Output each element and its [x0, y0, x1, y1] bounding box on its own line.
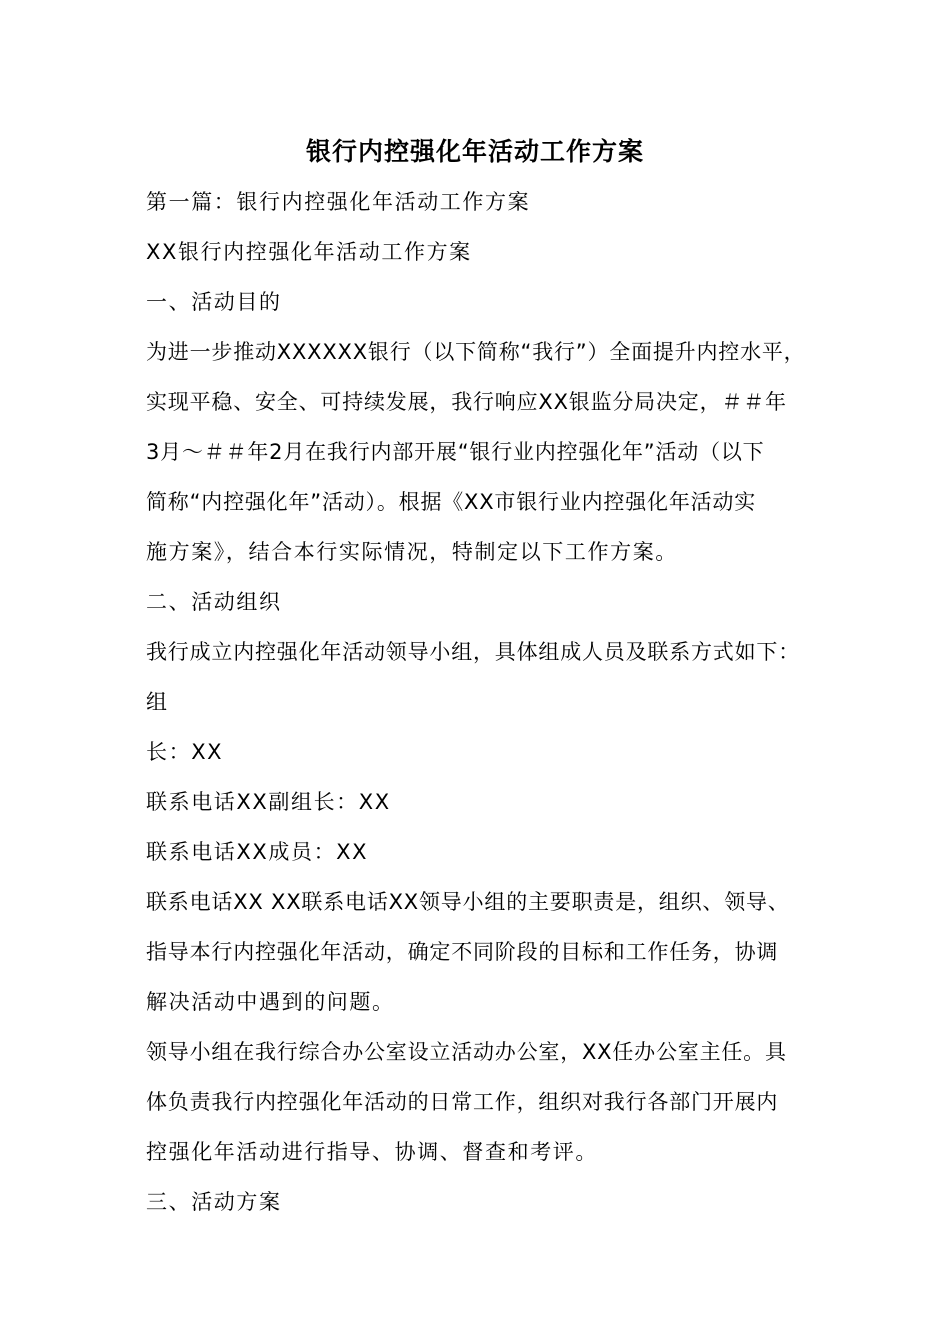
paragraph-line: 为进一步推动XXXXXX银行（以下简称“我行”）全面提升内控水平，: [146, 340, 806, 364]
paragraph-line: 联系电话XX XX联系电话XX领导小组的主要职责是，组织、领导、: [146, 890, 790, 914]
paragraph-line: 组: [146, 690, 169, 714]
paragraph-line: 体负责我行内控强化年活动的日常工作，组织对我行各部门开展内: [146, 1090, 779, 1114]
paragraph-line: 控强化年活动进行指导、协调、督查和考评。: [146, 1140, 598, 1164]
paragraph-line: 简称“内控强化年”活动）。根据《XX市银行业内控强化年活动实: [146, 490, 757, 514]
paragraph-line: 施方案》，结合本行实际情况，特制定以下工作方案。: [146, 540, 678, 564]
document-body: [146, 177, 810, 1227]
paragraph-line: 联系电话XX副组长：XX: [146, 790, 391, 814]
paragraph-line: 联系电话XX成员：XX: [146, 840, 369, 864]
paragraph-line: 解决活动中遇到的问题。: [146, 990, 395, 1014]
document-title: 银行内控强化年活动工作方案: [305, 137, 644, 166]
paragraph-line: 长：XX: [146, 740, 224, 764]
paragraph-line: 领导小组在我行综合办公室设立活动办公室，XX任办公室主任。具: [146, 1040, 787, 1064]
paragraph-line: 3月～＃＃年2月在我行内部开展“银行业内控强化年”活动（以下: [146, 440, 765, 464]
paragraph-line-subtitle: XX银行内控强化年活动工作方案: [146, 240, 472, 264]
paragraph-line: 实现平稳、安全、可持续发展，我行响应XX银监分局决定，＃＃年: [146, 390, 787, 414]
section-heading-organization: 二、活动组织: [146, 590, 282, 614]
paragraph-line-part-heading: 第一篇：银行内控强化年活动工作方案: [146, 190, 531, 214]
section-heading-purpose: 一、活动目的: [146, 290, 282, 314]
section-heading-plan: 三、活动方案: [146, 1190, 282, 1214]
paragraph-line: 指导本行内控强化年活动，确定不同阶段的目标和工作任务，协调: [146, 940, 779, 964]
paragraph-line: 我行成立内控强化年活动领导小组，具体组成人员及联系方式如下：: [146, 640, 800, 664]
